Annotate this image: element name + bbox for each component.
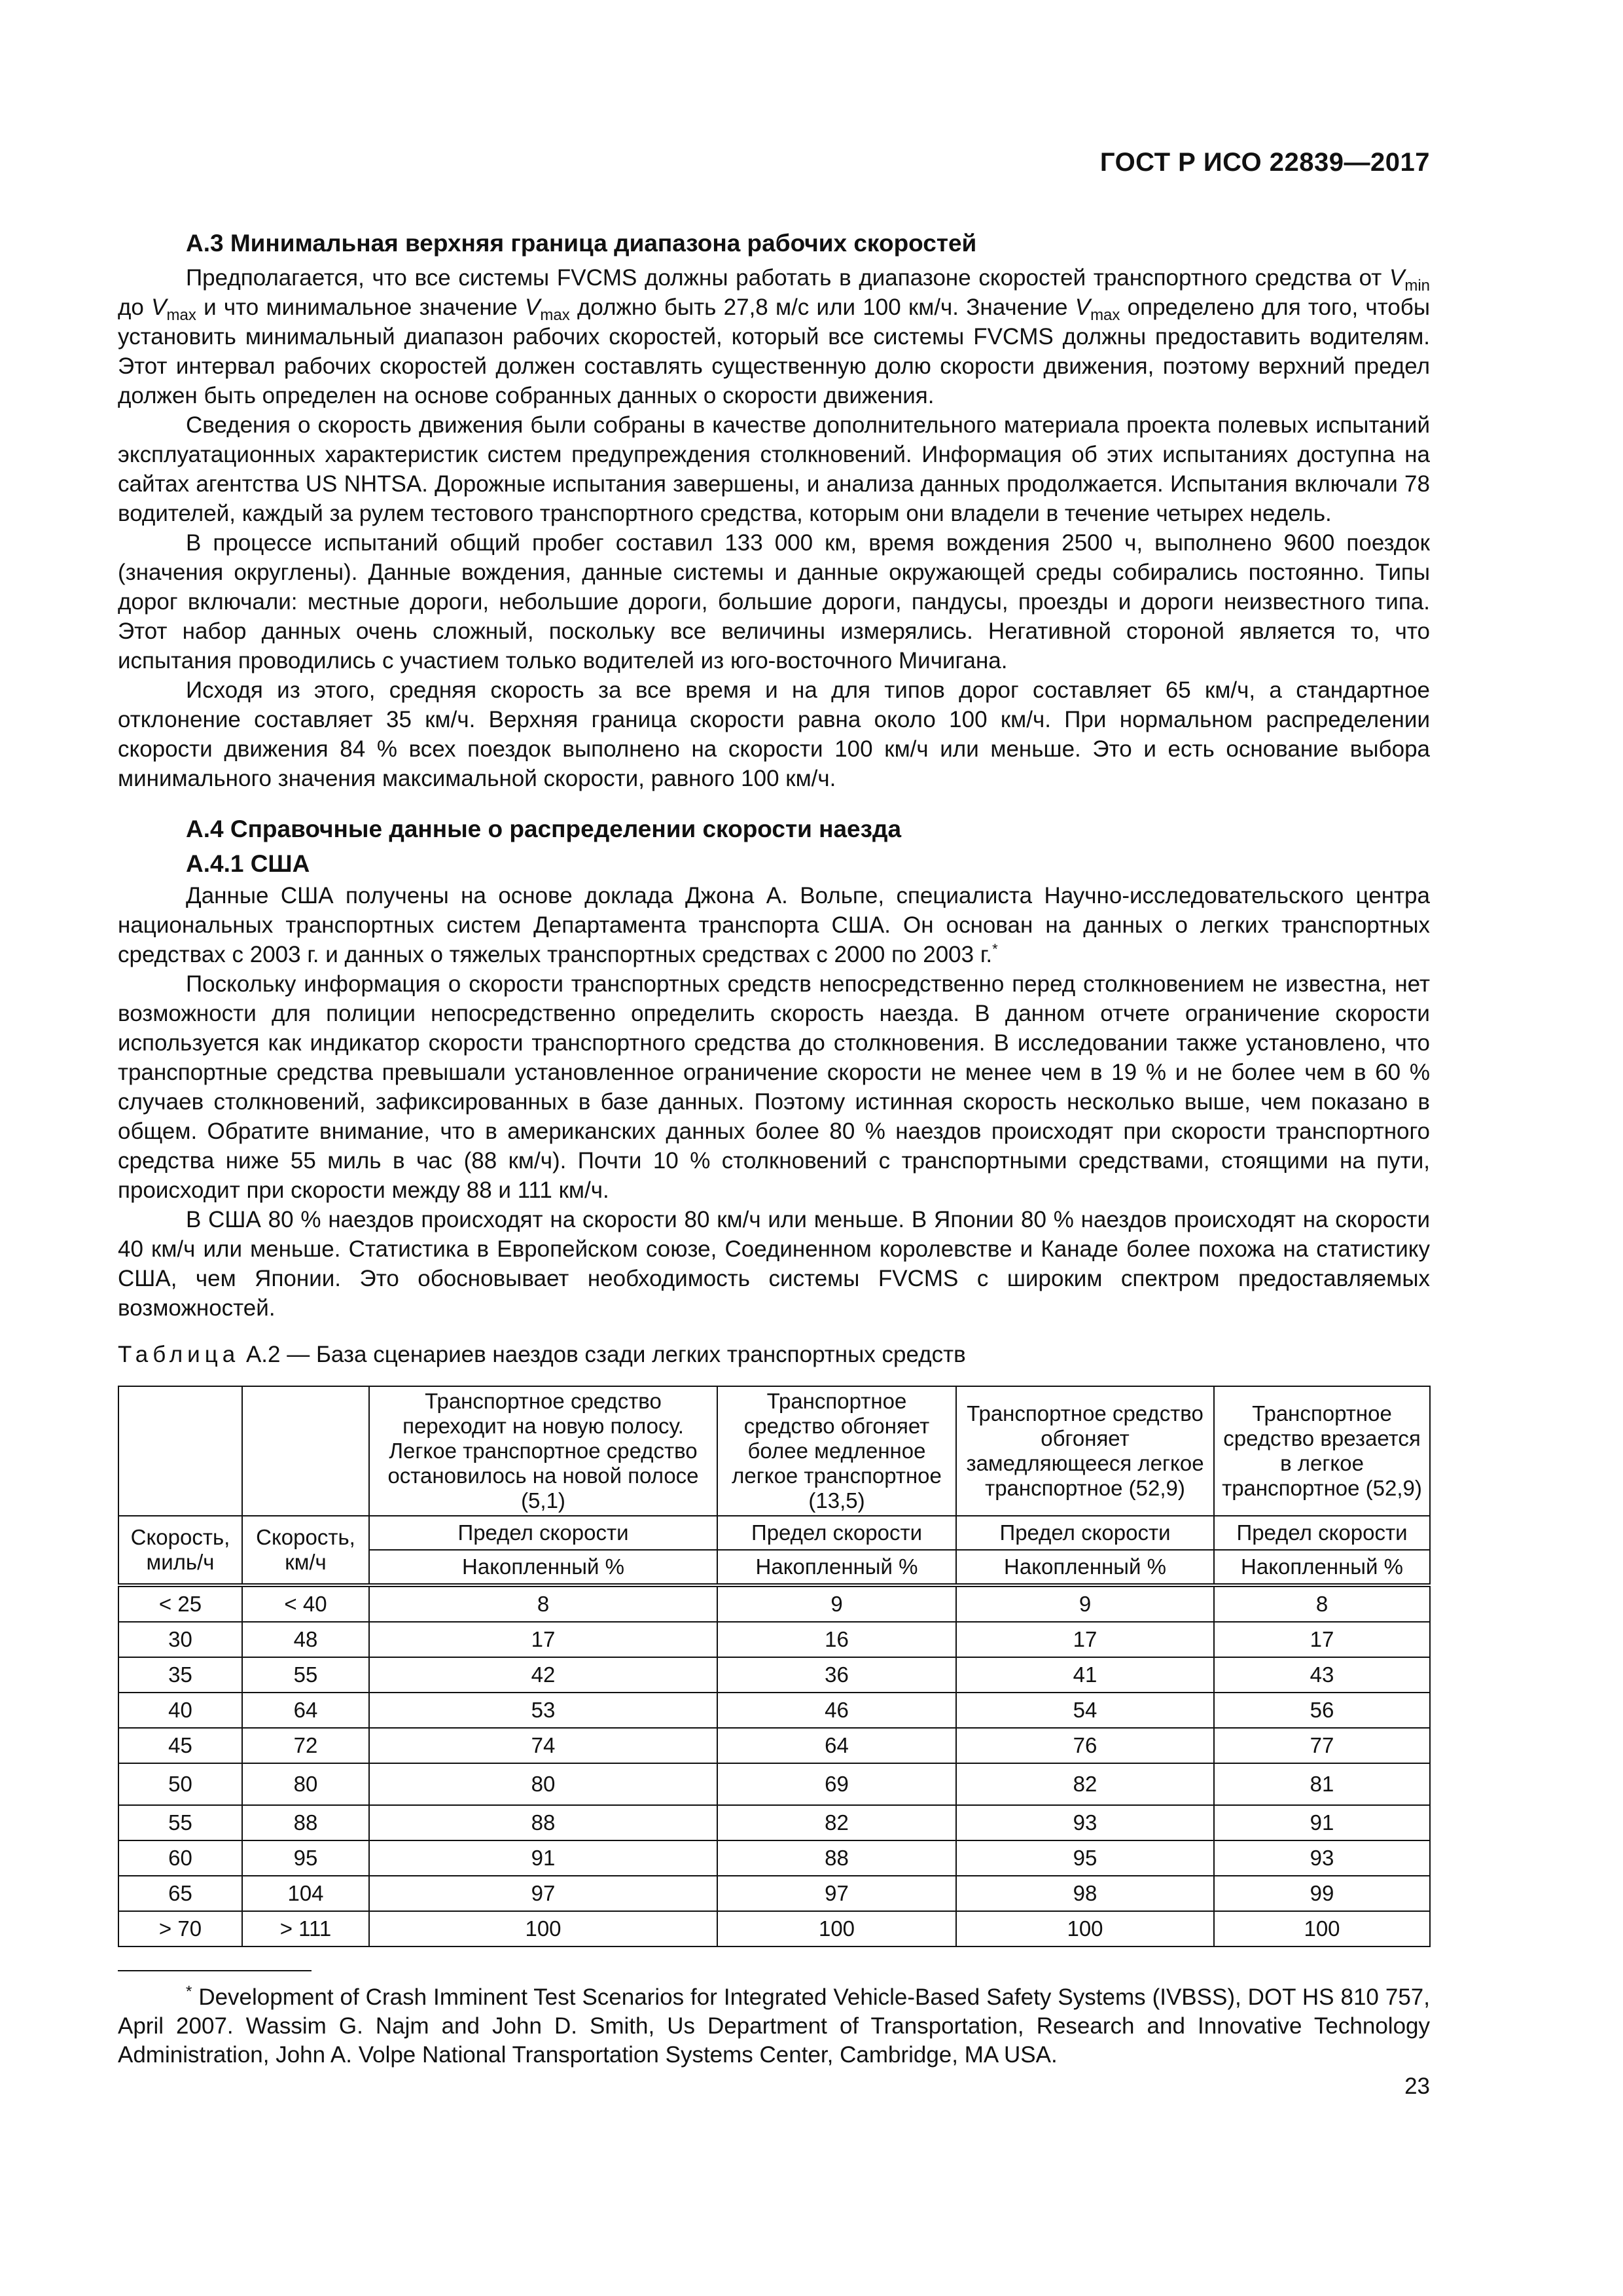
table-cell: 74	[369, 1728, 717, 1763]
footnote	[118, 1983, 1430, 2070]
table-cell: 65	[118, 1876, 242, 1911]
table-cell: 8	[1214, 1585, 1430, 1622]
table-cell: 16	[717, 1622, 956, 1657]
table-cell: 77	[1214, 1728, 1430, 1763]
table-cell: 43	[1214, 1657, 1430, 1693]
table-row	[118, 1622, 1430, 1657]
column-header-kmh: Скорость, км/ч	[242, 1516, 369, 1585]
paragraph: Поскольку информация о скорости транспортных средств непосредственно перед столкновением не известна, нет возможности для полиции непосредственно определить скорость наезда. В данном отчете ограничение скорости используется как индикатор скорости транспортного средства до столкновения. В исследовании также установлено, что транспортные средства превышали установленное ограничение скорости не менее чем в 19 % и не более чем в 60 % случаев столкновений, зафиксированных в базе данных. Поэтому истинная скорость несколько выше, чем показано в общем. Обратите внимание, что в американских данных более 80 % наездов происходят при скорости транспортного средства ниже 55 миль в час (88 км/ч). Почти 10 % столкновений с транспортными средствами, стоящими на пути, происходит при скорости между 88 и 111 км/ч.	[118, 971, 1430, 1203]
table-cell: 95	[956, 1840, 1214, 1876]
table-cell: 100	[1214, 1911, 1430, 1946]
cumulative-label: Накопленный %	[369, 1550, 717, 1585]
table-cell: 64	[242, 1693, 369, 1728]
table-cell: 9	[717, 1585, 956, 1622]
paragraph: В процессе испытаний общий пробег составил 133 000 км, время вождения 2500 ч, выполнено 9600 поездок (значения округлены). Данные вождения, данные системы и данные окружающей среды собирались постоянно. Типы дорог включали: местные дороги, небольшие дороги, большие дороги, пандусы, проезды и дороги неизвестного типа. Этот набор данных очень сложный, поскольку все величины измерялись. Негативной стороной является то, что испытания проводились с участием только водителей из юго-восточного Мичигана.	[118, 530, 1430, 673]
table-cell: 98	[956, 1876, 1214, 1911]
table-cell: 46	[717, 1693, 956, 1728]
table-row	[118, 1876, 1430, 1911]
text-run: max	[540, 306, 570, 324]
table-cell: 104	[242, 1876, 369, 1911]
scenario-header: Транспортное средство обгоняет более медленное легкое транспортное (13,5)	[717, 1386, 956, 1516]
table-cell: 53	[369, 1693, 717, 1728]
table-cell: 72	[242, 1728, 369, 1763]
table-cell: 9	[956, 1585, 1214, 1622]
scenario-header: Транспортное средство врезается в легкое транспортное (52,9)	[1214, 1386, 1430, 1516]
table-cell: 100	[717, 1911, 956, 1946]
footnote-reference[interactable]: *	[992, 941, 998, 958]
table-cell: 50	[118, 1763, 242, 1805]
table-cell: 45	[118, 1728, 242, 1763]
table-row	[118, 1763, 1430, 1805]
paragraph	[118, 881, 1430, 969]
table-cell: 55	[118, 1805, 242, 1840]
speed-distribution-table	[118, 1386, 1431, 1947]
table-cell: 99	[1214, 1876, 1430, 1911]
table-cell: 76	[956, 1728, 1214, 1763]
table-cell: 64	[717, 1728, 956, 1763]
text-run: А.2 — База сценариев наездов сзади легких транспортных средств	[240, 1342, 966, 1367]
table-cell: 30	[118, 1622, 242, 1657]
table-cell: 40	[118, 1693, 242, 1728]
table-cell: 95	[242, 1840, 369, 1876]
table-cell: 97	[717, 1876, 956, 1911]
table-cell: 55	[242, 1657, 369, 1693]
scenario-header: Транспортное средство переходит на новую полосу. Легкое транспортное средство остановилось на новой полосе (5,1)	[369, 1386, 717, 1516]
table-cell: 80	[242, 1763, 369, 1805]
paragraph: В США 80 % наездов происходят на скорости 80 км/ч или меньше. В Японии 80 % наездов происходят на скорости 40 км/ч или меньше. Статистика в Европейском союзе, Соединенном королевстве и Канаде более похожа на статистику США, чем Японии. Это обосновывает необходимость системы FVCMS с широким спектром предоставляемых возможностей.	[118, 1207, 1430, 1321]
speed-limit-label: Предел скорости	[369, 1516, 717, 1550]
table-cell: > 70	[118, 1911, 242, 1946]
text-run: и что минимальное значение	[196, 295, 525, 320]
text-run: до	[118, 295, 152, 320]
table-cell: 56	[1214, 1693, 1430, 1728]
table-cell: 41	[956, 1657, 1214, 1693]
table-cell: 69	[717, 1763, 956, 1805]
text-run: Таблица	[118, 1342, 240, 1367]
table-caption	[118, 1340, 1430, 1369]
table-row	[118, 1805, 1430, 1840]
text-run: V	[1075, 295, 1091, 320]
table-cell: 35	[118, 1657, 242, 1693]
section-a4	[118, 812, 1430, 1369]
text-run: должно быть 27,8 м/с или 100 км/ч. Значение	[569, 295, 1075, 320]
paragraph: Исходя из этого, средняя скорость за все время и на для типов дорог составляет 65 км/ч, а стандартное отклонение составляет 35 км/ч. Верхняя граница скорости равна около 100 км/ч. При нормальном распределении скорости движения 84 % всех поездок выполнено на скорости 100 км/ч или меньше. Это и есть основание выбора минимального значения максимальной скорости, равного 100 км/ч.	[118, 677, 1430, 791]
table-cell: 93	[956, 1805, 1214, 1840]
table-row	[118, 1693, 1430, 1728]
table-row	[118, 1585, 1430, 1622]
speed-limit-label: Предел скорости	[1214, 1516, 1430, 1550]
table-cell: > 111	[242, 1911, 369, 1946]
table-row	[118, 1840, 1430, 1876]
table-cell: 80	[369, 1763, 717, 1805]
table-cell: 48	[242, 1622, 369, 1657]
text-run: max	[1090, 306, 1120, 324]
table-cell: 100	[956, 1911, 1214, 1946]
text-run: V	[525, 295, 541, 320]
section-heading: А.3 Минимальная верхняя граница диапазона рабочих скоростей	[186, 230, 977, 257]
table-cell: 17	[369, 1622, 717, 1657]
cumulative-label: Накопленный %	[717, 1550, 956, 1585]
table-cell: < 25	[118, 1585, 242, 1622]
text-run: Development of Crash Imminent Test Scenarios for Integrated Vehicle-Based Safety Systems (IVBSS), DOT HS 810 757, April 2007. Wassim G. Najm and John D. Smith, Us Department of Transportation, Research and Innovative Technology Administration, John A. Volpe National Transportation Systems Center, Cambridge, MA USA.	[118, 1984, 1430, 2068]
table-cell: 88	[717, 1840, 956, 1876]
subsection-heading: А.4.1 США	[186, 850, 310, 877]
table-cell: 17	[1214, 1622, 1430, 1657]
table-cell: 8	[369, 1585, 717, 1622]
table-header-row	[118, 1386, 1430, 1516]
text-run: Предполагается, что все системы FVCMS должны работать в диапазоне скоростей транспортного средства от	[186, 265, 1389, 291]
footnote-divider	[118, 1970, 312, 1971]
document-header: ГОСТ Р ИСО 22839—2017	[1099, 148, 1430, 177]
text-run: V	[1389, 265, 1405, 291]
speed-limit-label: Предел скорости	[717, 1516, 956, 1550]
table-cell: 93	[1214, 1840, 1430, 1876]
paragraph	[118, 263, 1430, 410]
table-row	[118, 1728, 1430, 1763]
cumulative-label: Накопленный %	[1214, 1550, 1430, 1585]
table-cell: 88	[369, 1805, 717, 1840]
text-run: Данные США получены на основе доклада Джона А. Вольпе, специалиста Научно-исследовательского центра национальных транспортных систем Департамента транспорта США. Он основан на данных о легких транспортных средствах с 2003 г. и данных о тяжелых транспортных средствах с 2000 по 2003 г.	[118, 883, 1430, 967]
table-cell: 91	[1214, 1805, 1430, 1840]
column-header-mph: Скорость, миль/ч	[118, 1516, 242, 1585]
table-row	[118, 1657, 1430, 1693]
table-cell: 42	[369, 1657, 717, 1693]
scenario-header: Транспортное средство обгоняет замедляющееся легкое транспортное (52,9)	[956, 1386, 1214, 1516]
text-run: max	[166, 306, 196, 324]
paragraph: Сведения о скорость движения были собраны в качестве дополнительного материала проекта полевых испытаний эксплуатационных характеристик систем предупреждения столкновений. Информация об этих испытаниях доступна на сайтах агентства US NHTSA. Дорожные испытания завершены, и анализа данных продолжается. Испытания включали 78 водителей, каждый за рулем тестового транспортного средства, которым они владели в течение четырех недель.	[118, 412, 1430, 526]
table-cell: 60	[118, 1840, 242, 1876]
table-cell: 91	[369, 1840, 717, 1876]
table-row	[118, 1911, 1430, 1946]
table-cell: 81	[1214, 1763, 1430, 1805]
table-cell: 88	[242, 1805, 369, 1840]
section-a3	[118, 226, 1430, 793]
table-cell: 82	[956, 1763, 1214, 1805]
table-cell: 54	[956, 1693, 1214, 1728]
footnote-mark: *	[186, 1982, 192, 2001]
table-cell: 100	[369, 1911, 717, 1946]
table-cell: 36	[717, 1657, 956, 1693]
text-run: V	[151, 295, 167, 320]
text-run: определено для того, чтобы установить минимальный диапазон рабочих скоростей, который все системы FVCMS должны предоставить водителям. Этот интервал рабочих скоростей должен составлять существенную долю скорости движения, поэтому верхний предел должен быть определен на основе собранных данных о скорости движения.	[118, 295, 1430, 408]
cumulative-label: Накопленный %	[956, 1550, 1214, 1585]
text-run: min	[1404, 277, 1430, 295]
table-cell: < 40	[242, 1585, 369, 1622]
page-number: 23	[1404, 2073, 1430, 2099]
section-heading: А.4 Справочные данные о распределении скорости наезда	[186, 816, 902, 842]
table-header-row	[118, 1516, 1430, 1550]
table-cell: 82	[717, 1805, 956, 1840]
table-cell: 97	[369, 1876, 717, 1911]
table-cell: 17	[956, 1622, 1214, 1657]
speed-limit-label: Предел скорости	[956, 1516, 1214, 1550]
